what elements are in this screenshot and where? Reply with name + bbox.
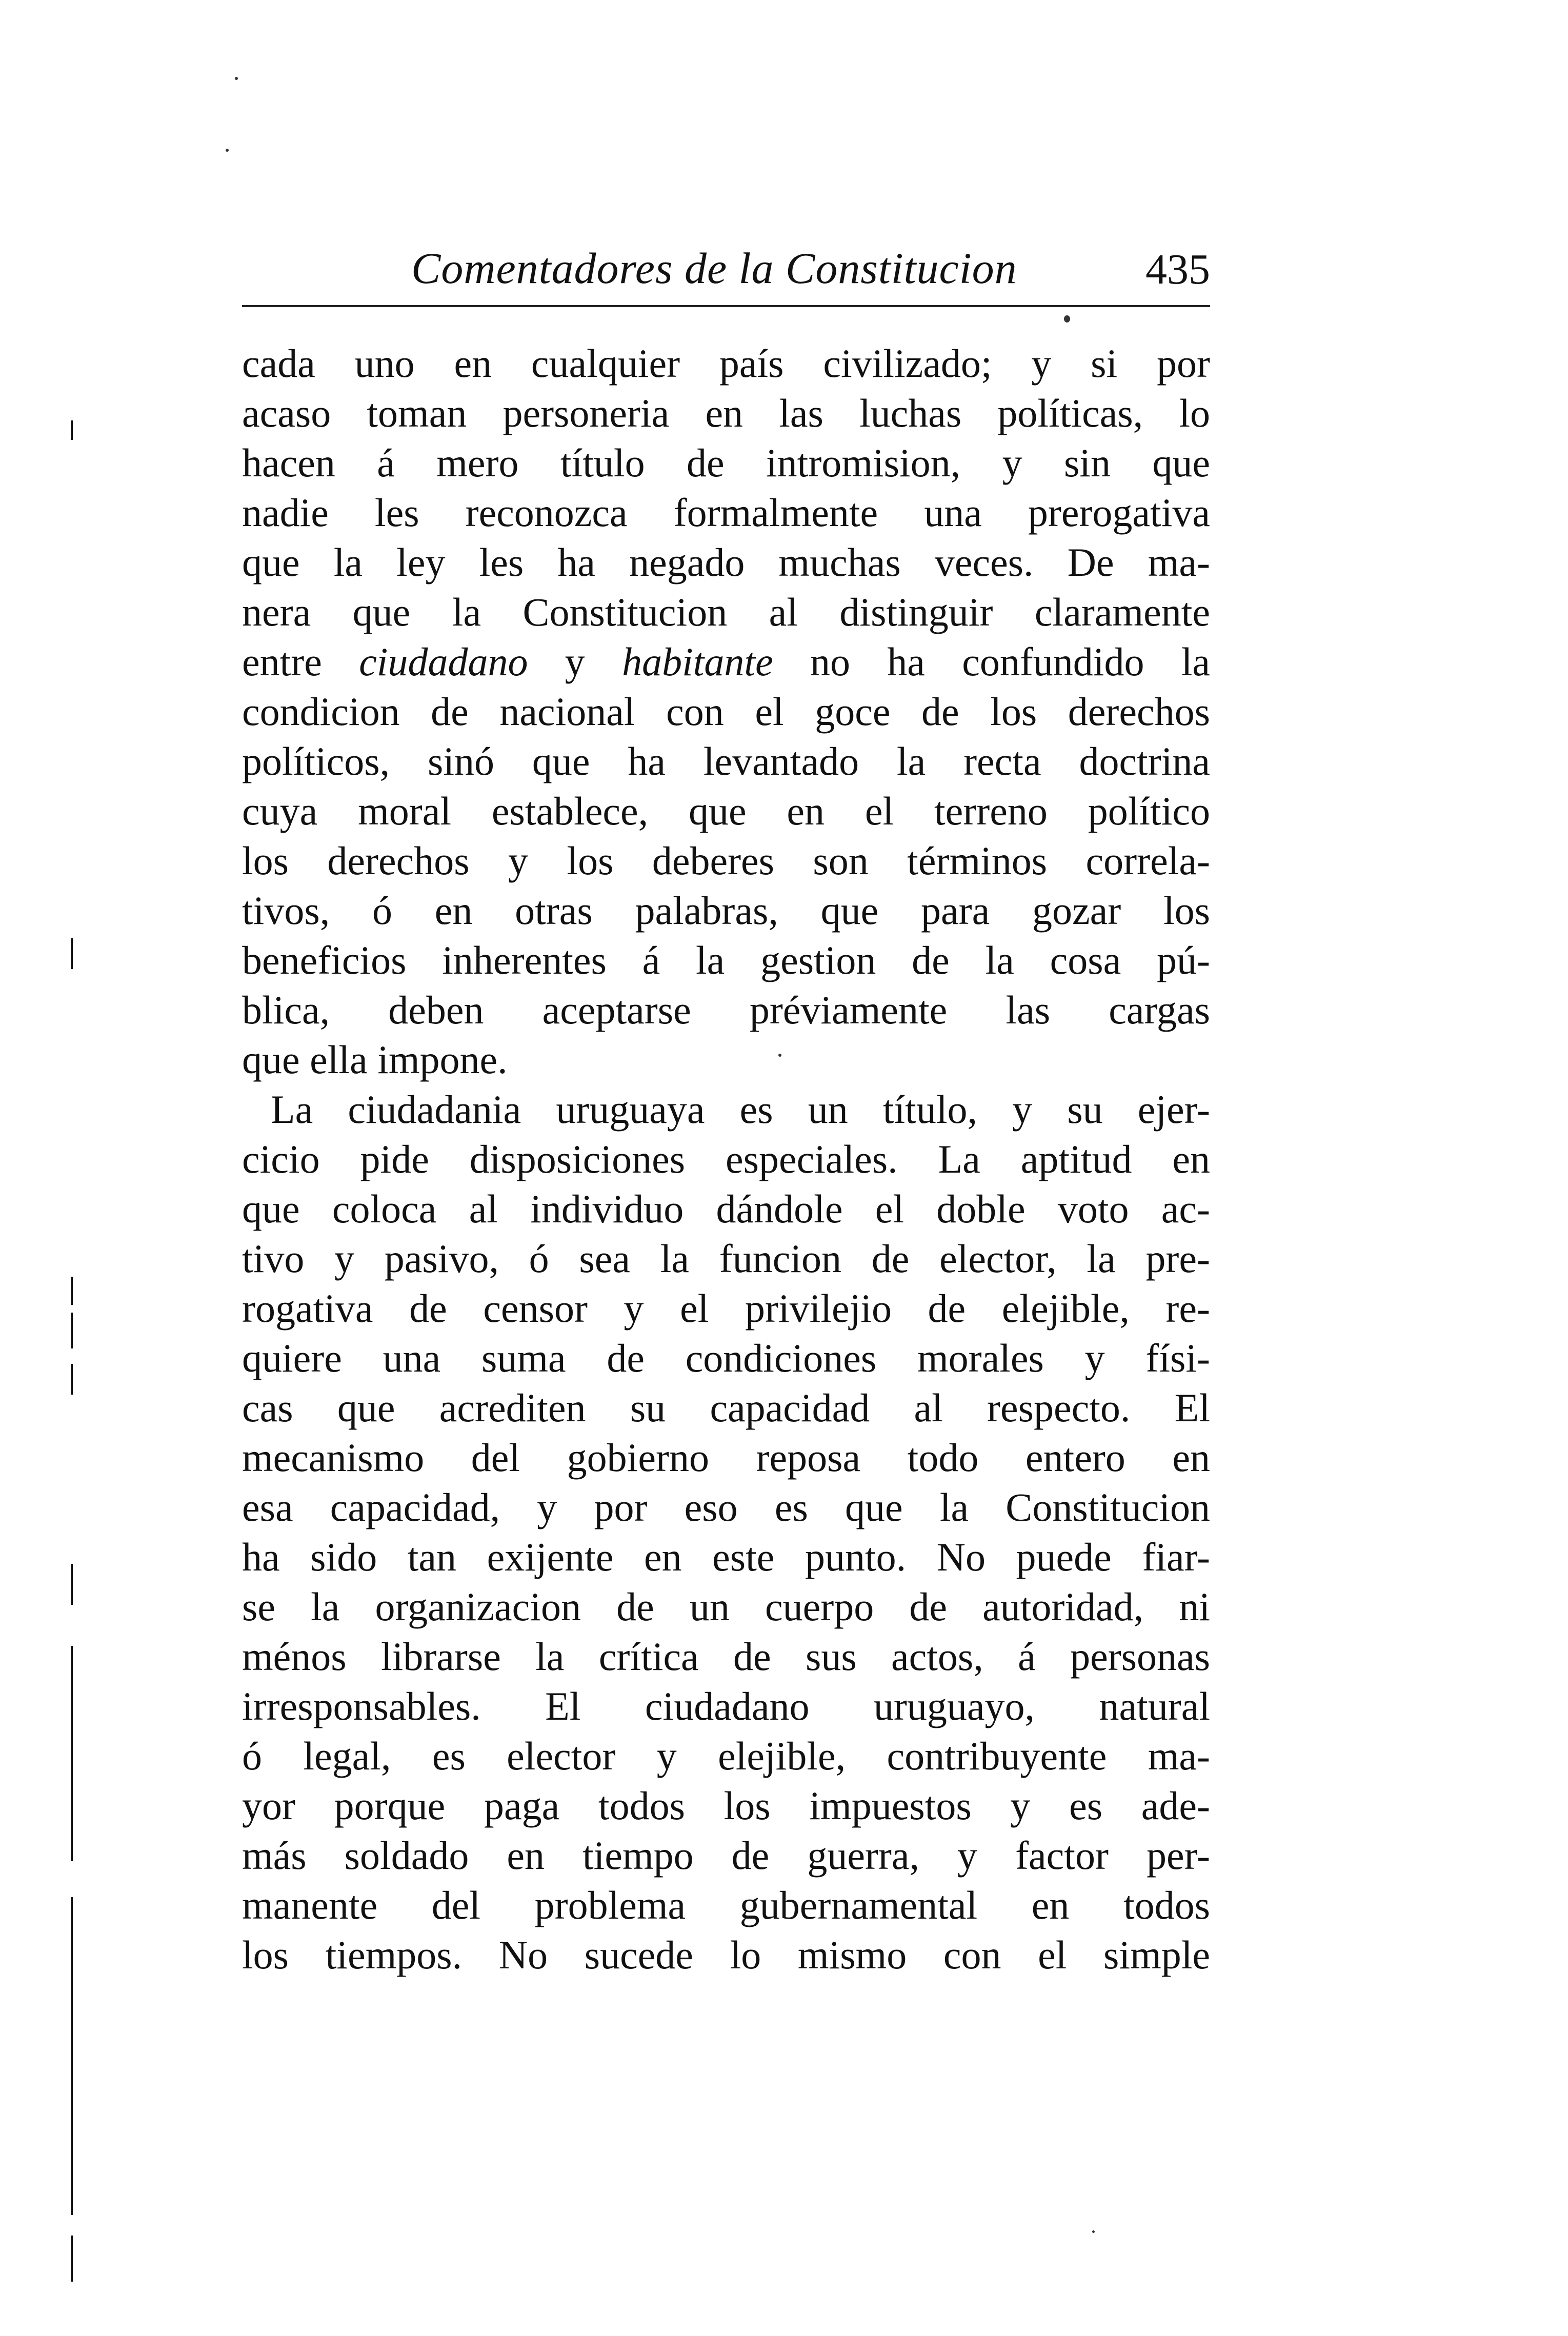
text-line: nera que la Constitucion al distinguir claramente	[242, 590, 1210, 634]
scan-speck	[1092, 2230, 1095, 2233]
italic-term-ciudadano: ciudadano	[359, 639, 528, 684]
header-rule	[242, 305, 1210, 307]
margin-mark	[71, 1313, 73, 1348]
text-line: cas que acrediten su capacidad al respecto. El	[242, 1385, 1210, 1430]
text-fragment: no ha confundido la	[810, 639, 1211, 684]
scan-speck	[226, 149, 229, 152]
italic-term-habitante: habitante	[622, 639, 773, 684]
text-line: mecanismo del gobierno reposa todo entero en	[242, 1435, 1210, 1480]
margin-mark	[71, 1564, 73, 1605]
text-line: más soldado en tiempo de guerra, y factor per-	[242, 1833, 1210, 1878]
text-line: los tiempos. No sucede lo mismo con el simple	[242, 1932, 1210, 1977]
text-line: blica, deben aceptarse préviamente las cargas	[242, 988, 1210, 1032]
text-line: tivos, ó en otras palabras, que para gozar los	[242, 888, 1210, 933]
text-line: cicio pide disposiciones especiales. La aptitud en	[242, 1137, 1210, 1181]
margin-mark	[71, 1364, 73, 1395]
text-line: condicion de nacional con el goce de los derechos	[242, 689, 1210, 734]
text-line: cada uno en cualquier país civilizado; y si por	[242, 341, 1210, 386]
text-line: nadie les reconozca formalmente una prerogativa	[242, 490, 1210, 535]
text-line: La ciudadania uruguaya es un título, y su ejer-	[271, 1087, 1210, 1132]
text-line: que ella impone.	[242, 1037, 508, 1082]
text-line: tivo y pasivo, ó sea la funcion de elector, la pre-	[242, 1236, 1210, 1281]
margin-mark	[71, 1897, 73, 2215]
running-header	[242, 233, 1210, 310]
text-line: los derechos y los deberes son términos correla-	[242, 838, 1210, 883]
text-line: beneficios inherentes á la gestion de la cosa pú-	[242, 938, 1210, 982]
text-line: manente del problema gubernamental en todos	[242, 1883, 1210, 1927]
text-line: que la ley les ha negado muchas veces. De ma-	[242, 540, 1210, 585]
margin-mark	[71, 1277, 73, 1305]
text-line: acaso toman personeria en las luchas políticas, lo	[242, 391, 1210, 435]
text-line: ha sido tan exijente en este punto. No puede fiar-	[242, 1535, 1210, 1579]
scan-speck	[235, 77, 238, 80]
running-title: Comentadores de la Constitucion	[411, 244, 1017, 293]
margin-mark	[71, 1646, 73, 1861]
text-line: que coloca al individuo dándole el doble voto ac-	[242, 1186, 1210, 1231]
text-line: ó legal, es elector y elejible, contribuyente ma-	[242, 1734, 1210, 1778]
text-line: rogativa de censor y el privilejio de elejible, re-	[242, 1286, 1210, 1331]
text-line: se la organizacion de un cuerpo de autoridad, ni	[242, 1584, 1210, 1629]
margin-mark	[71, 420, 73, 440]
scan-speck	[1064, 315, 1070, 323]
text-line: cuya moral establece, que en el terreno político	[242, 789, 1210, 833]
page-number: 435	[1145, 246, 1210, 293]
text-fragment: y	[565, 639, 585, 684]
scan-speck	[778, 1054, 781, 1057]
text-line: hacen á mero título de intromision, y sin que	[242, 440, 1210, 485]
text-line: yor porque paga todos los impuestos y es ade-	[242, 1783, 1210, 1828]
margin-mark	[71, 938, 73, 969]
text-line: ménos librarse la crítica de sus actos, á personas	[242, 1634, 1210, 1679]
text-line: irresponsables. El ciudadano uruguayo, natural	[242, 1684, 1210, 1728]
text-line: esa capacidad, y por eso es que la Constitucion	[242, 1485, 1210, 1529]
margin-mark	[71, 2236, 73, 2282]
text-line: políticos, sinó que ha levantado la recta doctrina	[242, 739, 1210, 783]
text-line: quiere una suma de condiciones morales y físi-	[242, 1336, 1210, 1380]
text-line	[242, 637, 1210, 687]
text-fragment: entre	[242, 639, 322, 684]
body-text	[242, 338, 1210, 1980]
